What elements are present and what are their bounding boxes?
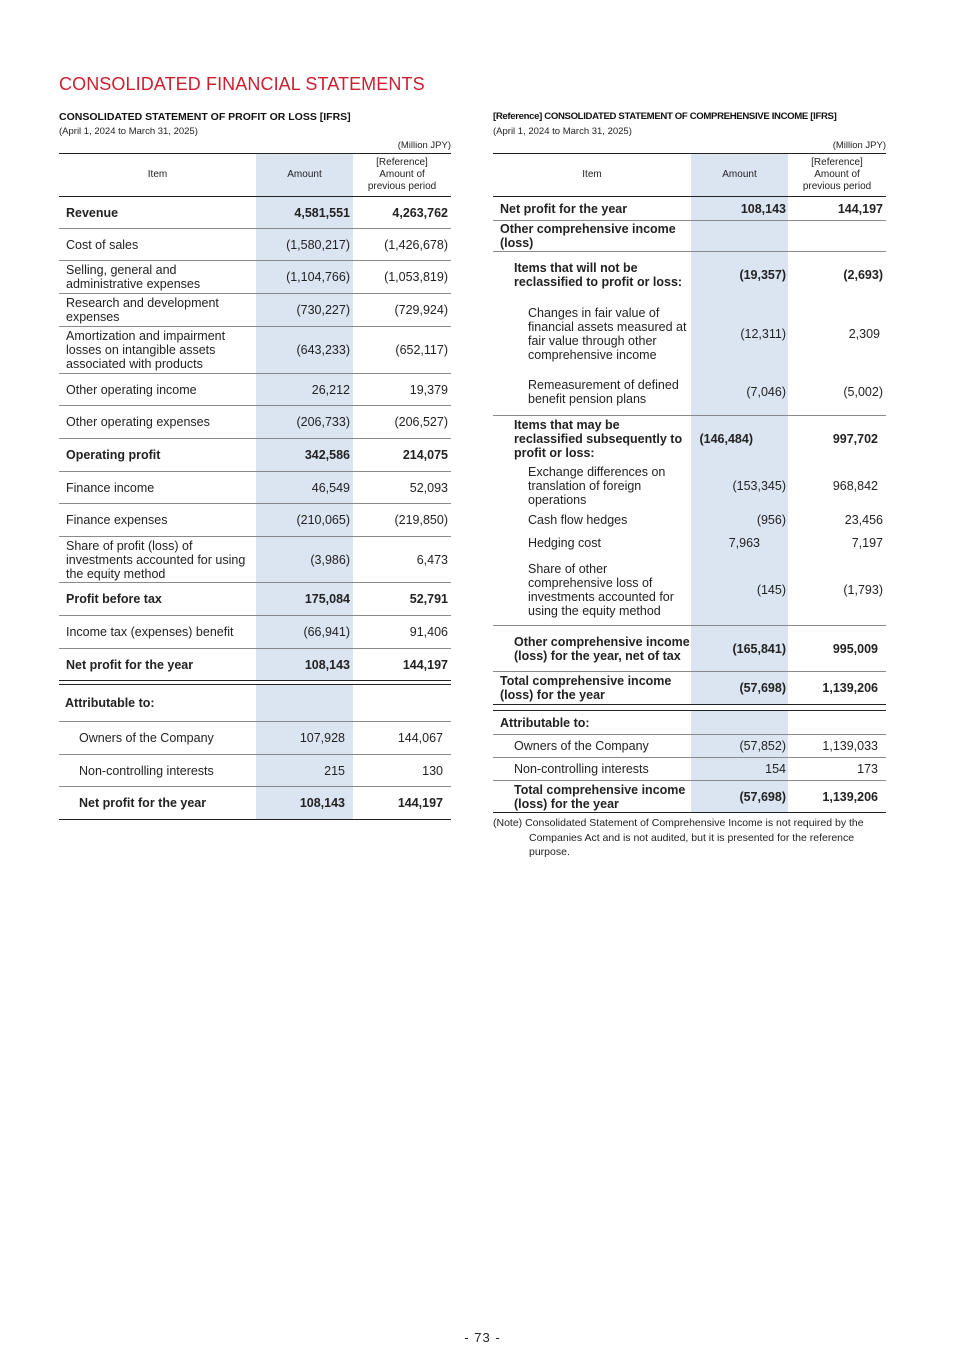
row-previous: (1,053,819) [353,261,451,294]
table-row [493,555,886,626]
attributable-label: Attributable to: [493,711,691,735]
row-item: Non-controlling interests [59,755,256,787]
table-row [59,583,451,616]
table-row [493,299,886,370]
table-row [59,261,451,294]
table-row [493,781,886,813]
row-item: Exchange differences on translation of foreign operations [528,464,666,507]
header-amount: Amount [691,154,788,197]
row-previous: 214,075 [353,439,451,472]
row-amount: 108,143 [691,197,788,221]
row-item: Research and development expenses [59,294,256,327]
row-item: Items that may be reclassified subsequently to profit or loss: [514,418,683,461]
row-amount: 215 [256,755,353,787]
row-amount: 26,212 [256,374,353,406]
row-item: Share of profit (loss) of investments accounted for using the equity method [59,537,256,583]
row-amount: (145) [691,555,788,626]
row-amount: (1,104,766) [256,261,353,294]
row-item: Finance expenses [59,504,256,537]
table-row [493,626,886,672]
table-row [59,649,451,681]
row-previous: 968,842 [832,478,878,493]
profit-loss-period: (April 1, 2024 to March 31, 2025) [59,126,198,137]
row-item: Cost of sales [59,229,256,261]
row-previous: 1,139,206 [788,781,886,813]
row-item: Profit before tax [59,583,256,616]
comprehensive-period: (April 1, 2024 to March 31, 2025) [493,126,632,137]
table-header [59,154,451,197]
table-row [493,509,886,532]
row-item: Remeasurement of defined benefit pension plans [493,370,691,416]
row-item: Share of other comprehensive loss of investments accounted for using the equity method [493,555,691,626]
row-amount [691,221,788,252]
row-item: Hedging cost [528,536,601,550]
row-amount: 154 [691,758,788,781]
row-amount: (66,941) [256,616,353,649]
row-previous: 4,263,762 [353,197,451,229]
row-amount: (146,484) [691,416,788,463]
page-title: CONSOLIDATED FINANCIAL STATEMENTS [59,74,425,94]
table-row [59,374,451,406]
profit-loss-unit: (Million JPY) [397,140,451,151]
row-amount: 4,581,551 [256,197,353,229]
row-amount: (730,227) [256,294,353,327]
row-amount: (57,698) [691,781,788,813]
row-previous: 1,139,033 [788,735,886,758]
table-row [493,370,886,416]
table-row [493,758,886,781]
profit-loss-table [59,153,451,820]
row-previous: 52,093 [353,472,451,504]
table-row [493,672,886,705]
row-previous: (2,693) [843,268,883,283]
row-amount: 108,143 [256,649,353,681]
table-row [59,229,451,261]
row-item: Items that will not be reclassified to profit or loss: [514,261,683,290]
comprehensive-income-section [493,110,886,860]
table-row [59,787,451,820]
attributable-label-row [493,711,886,735]
table-row [59,616,451,649]
row-previous: 997,702 [832,432,878,447]
row-item: Other comprehensive income (loss) [493,221,691,252]
header-item: Item [493,154,691,197]
row-amount: (3,986) [256,537,353,583]
header-previous: [Reference] Amount of previous period [788,154,886,197]
row-previous: (1,426,678) [353,229,451,261]
row-previous: 144,197 [353,649,451,681]
header-item: Item [59,154,256,197]
row-item: Net profit for the year [59,787,256,820]
row-previous: 91,406 [353,616,451,649]
row-amount: 108,143 [256,787,353,820]
row-previous: (1,793) [788,555,886,626]
attributable-label-row [59,685,451,722]
row-item: Amortization and impairment losses on intangible assets associated with products [59,327,256,374]
row-previous: 144,067 [353,722,451,755]
row-item: Operating profit [59,439,256,472]
row-amount: (153,345) [691,463,788,509]
comprehensive-unit: (Million JPY) [832,140,886,151]
table-row [59,197,451,229]
table-row [59,406,451,439]
row-item: Changes in fair value of financial assets measured at fair value through other comprehensive income [528,306,687,362]
row-amount: (57,698) [691,672,788,705]
row-previous: 2,309 [848,327,880,341]
row-previous: 6,473 [353,537,451,583]
row-item: Total comprehensive income (loss) for the year [493,781,691,813]
row-previous: 173 [788,758,886,781]
table-row [59,327,451,374]
row-amount: (7,046) [691,370,788,416]
table-row [59,294,451,327]
row-amount: (643,233) [256,327,353,374]
row-item: Owners of the Company [493,735,691,758]
row-amount: (210,065) [256,504,353,537]
row-item: Cash flow hedges [528,513,628,527]
row-previous: (206,527) [353,406,451,439]
row-previous: 7,197 [851,536,883,550]
row-previous: (5,002) [788,370,886,416]
row-amount: 46,549 [256,472,353,504]
row-amount: (206,733) [256,406,353,439]
table-row [493,252,886,299]
table-row [59,722,451,755]
row-previous [788,221,886,252]
row-amount: (12,311) [691,299,788,370]
row-item: Selling, general and administrative expenses [59,261,256,294]
table-row [493,735,886,758]
row-amount: (1,580,217) [256,229,353,261]
row-item: Other operating expenses [59,406,256,439]
table-row [493,532,886,555]
row-amount: 175,084 [256,583,353,616]
row-item: Net profit for the year [59,649,256,681]
row-amount: (19,357) [691,252,788,299]
row-item: Total comprehensive income (loss) for the year [493,672,691,705]
row-item: Finance income [59,472,256,504]
table-row [493,416,886,463]
row-item: Net profit for the year [493,197,691,221]
table-row [59,755,451,787]
header-amount: Amount [256,154,353,197]
row-previous: (652,117) [353,327,451,374]
attributable-label: Attributable to: [59,685,256,722]
row-previous: 144,197 [353,787,451,820]
table-row [493,463,886,509]
row-previous: 144,197 [788,197,886,221]
profit-loss-title: CONSOLIDATED STATEMENT OF PROFIT OR LOSS [IFRS] [59,111,351,123]
table-row [59,504,451,537]
row-previous: 23,456 [844,513,883,527]
row-item: Other operating income [59,374,256,406]
row-item: Income tax (expenses) benefit [59,616,256,649]
table-row [59,439,451,472]
row-amount: 342,586 [256,439,353,472]
table-row [493,197,886,221]
row-item: Owners of the Company [59,722,256,755]
row-item: Other comprehensive income (loss) for the year, net of tax [493,626,691,672]
row-previous: 19,379 [353,374,451,406]
row-previous: 995,009 [788,626,886,672]
row-amount: (956) [691,509,788,532]
table-row [59,537,451,583]
row-previous: (219,850) [353,504,451,537]
table-row [493,221,886,252]
footnote: (Note) Consolidated Statement of Comprehensive Income is not required by the Companies Act and is not audited, but it is presented for the reference purpose. [493,817,864,858]
row-item: Revenue [59,197,256,229]
page-number: - 73 - [464,1330,501,1345]
row-previous: 1,139,206 [788,672,886,705]
row-previous: 130 [353,755,451,787]
table-header [493,154,886,197]
table-row [59,472,451,504]
row-previous: (729,924) [353,294,451,327]
comprehensive-title: [Reference] CONSOLIDATED STATEMENT OF COMPREHENSIVE INCOME [IFRS] [493,111,837,122]
row-previous: 52,791 [353,583,451,616]
row-amount: (57,852) [691,735,788,758]
row-item: Non-controlling interests [493,758,691,781]
comprehensive-table [493,153,886,813]
row-amount: 107,928 [256,722,353,755]
row-amount: (165,841) [691,626,788,672]
row-amount: 7,963 [691,532,788,555]
header-previous: [Reference] Amount of previous period [353,154,451,197]
profit-loss-section [59,110,451,820]
